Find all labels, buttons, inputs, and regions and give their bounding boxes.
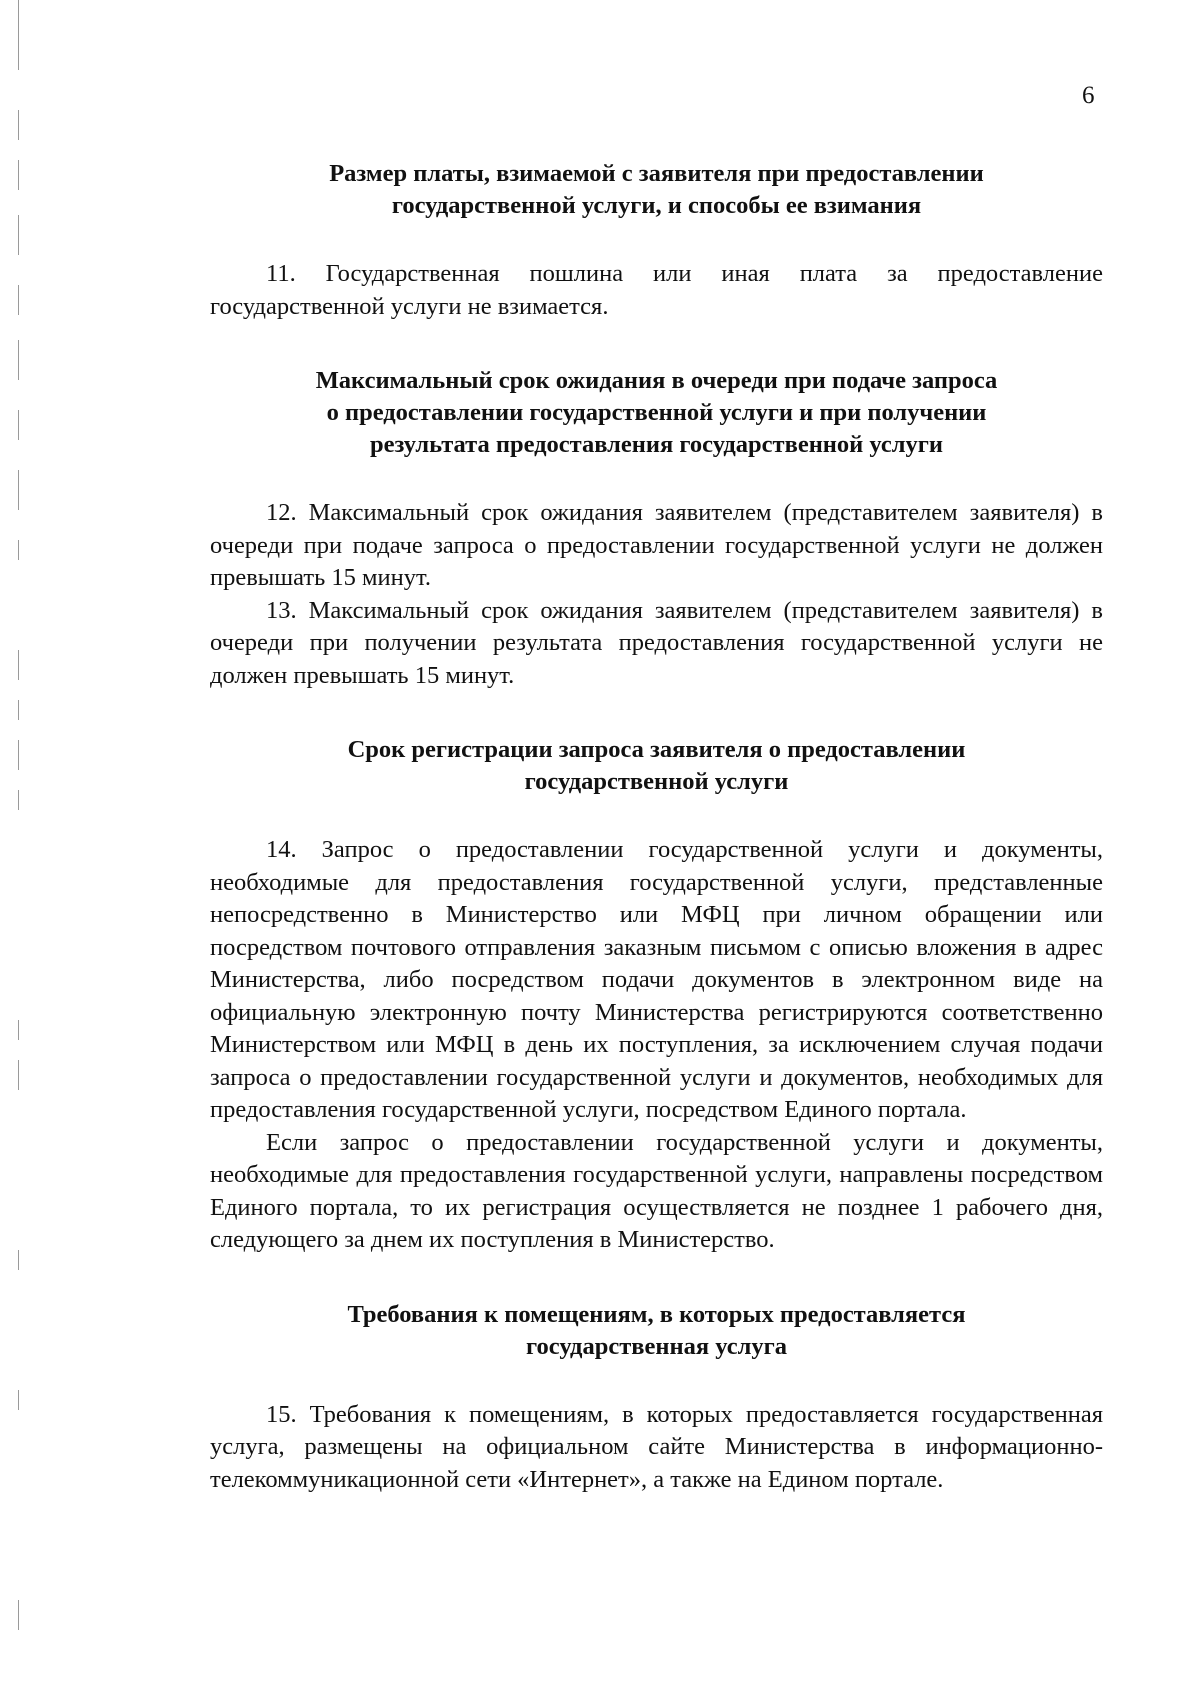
scan-margin-marks (18, 0, 21, 1697)
section-premises (210, 1299, 1103, 1497)
paragraph-12: 12. Максимальный срок ожидания заявителем (представителем заявителя) в очереди при подаче запроса о предоставлении государственной услуги не должен превышать 15 минут. (210, 499, 1103, 591)
section-heading: Размер платы, взимаемой с заявителя при предоставлении государственной услуги, и способы ее взимания (329, 160, 984, 219)
paragraph-14-continued: Если запрос о предоставлении государственной услуги и документы, необходимые для предоставления государственной услуги, направлены посредством Единого портала, то их регистрация осуществляется не позднее 1 рабочего дня, следующего за днем их поступления в Министерство. (210, 1128, 1103, 1253)
section-fee (210, 158, 1103, 323)
paragraph-13: 13. Максимальный срок ожидания заявителем (представителем заявителя) в очереди при получении результата предоставления государственной услуги не должен превышать 15 минут. (210, 596, 1103, 689)
section-heading: Требования к помещениям, в которых предоставляется государственная услуга (347, 1300, 966, 1360)
paragraph-11: 11. Государственная пошлина или иная плата за предоставление государственной услуги не взимается. (210, 260, 1103, 320)
page-number: 6 (1082, 82, 1095, 109)
paragraph-15: 15. Требования к помещениям, в которых предоставляется государственная услуга, размещены на официальном сайте Министерства в информационно-телекоммуникационной сети «Интернет», а также на Едином портале. (210, 1400, 1103, 1493)
document-body (210, 158, 1103, 1496)
section-heading: Максимальный срок ожидания в очереди при подаче запроса о предоставлении государственной услуги и при получении результата предоставления государственной услуги (315, 367, 998, 458)
section-waiting-time (210, 365, 1103, 692)
section-registration (210, 734, 1103, 1257)
paragraph-14: 14. Запрос о предоставлении государственной услуги и документы, необходимые для предоставления государственной услуги, представленные непосредственно в Министерство или МФЦ при личном обращении или посредством почтового отправления заказным письмом с описью вложения в адрес Министерства, либо посредством подачи документов в электронном виде на официальную электронную почту Министерства регистрируются соответственно Министерством или МФЦ в день их поступления, за исключением случая подачи запроса о предоставлении государственной услуги и документов, необходимых для предоставления государственной услуги, посредством Единого портала. (210, 836, 1103, 1123)
section-heading: Срок регистрации запроса заявителя о предоставлении государственной услуги (347, 736, 966, 795)
